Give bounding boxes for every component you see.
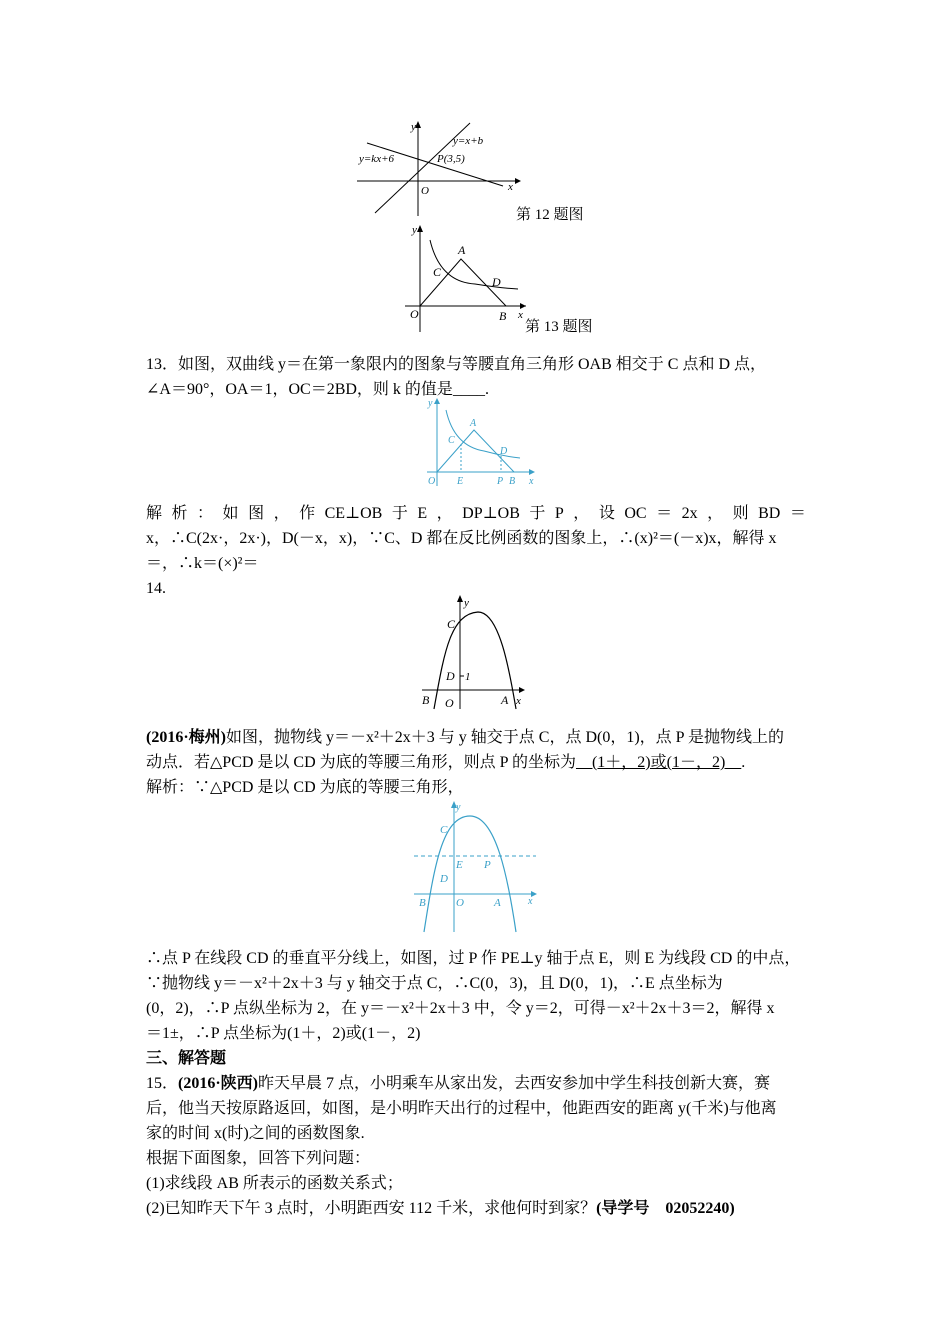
fig14-b-label: B — [422, 693, 430, 707]
fig14b-a-label: A — [494, 897, 501, 909]
fig12-point-label: P(3,5) — [437, 153, 465, 165]
q15-guide-number: (导学号 02052240) — [596, 1200, 735, 1217]
fig14-y-label: y — [464, 597, 469, 609]
fig12-origin-label: O — [421, 185, 429, 197]
fig13-caption: 第 13 题图 — [525, 319, 593, 335]
fig13-origin-label: O — [410, 307, 419, 321]
fig13-x-label: x — [518, 309, 523, 321]
fig14b-c-label: C — [440, 824, 448, 836]
fig14b-origin-label: O — [456, 897, 464, 909]
sol14-line3: (0，2)，∴P 点纵坐标为 2，在 y＝－x²＋2x＋3 中，令 y＝2，可得－x²＋2x＋3＝2，解得 x — [146, 1000, 775, 1017]
fig13-a-label: A — [458, 243, 466, 257]
q15-line1: 15．(2016·陕西)昨天早晨 7 点，小明乘车从家出发，去西安参加中学生科技创新大赛，赛 — [146, 1075, 771, 1092]
fig14-one-label: 1 — [465, 671, 471, 683]
figure-13-solution — [422, 396, 540, 488]
q14-number: 14. — [146, 580, 166, 597]
fig14-c-label: C — [447, 617, 456, 631]
solution-13 — [146, 501, 806, 576]
fig12-x-label: x — [508, 181, 513, 193]
q15-line6: (2)已知昨天下午 3 点时，小明距西安 112 千米，求他何时到家？(导学号 02052240) — [146, 1200, 735, 1217]
sol14-line1: ∴点 P 在线段 CD 的垂直平分线上，如图，过 P 作 PE⊥y 轴于点 E，则 E 为线段 CD 的中点， — [146, 950, 801, 967]
figure-14 — [420, 594, 532, 712]
fig14-x-label: x — [516, 695, 521, 707]
fig13b-e-label: E — [457, 476, 464, 487]
fig13b-d-label: D — [500, 446, 508, 457]
fig13b-c-label: C — [448, 435, 455, 446]
fig13b-x-label: x — [529, 476, 534, 487]
fig14-a-label: A — [501, 693, 509, 707]
fig14b-b-label: B — [419, 897, 426, 909]
fig13b-y-label: y — [428, 398, 433, 409]
q15-line4: 根据下面图象，回答下列问题： — [146, 1150, 371, 1167]
fig14b-e-label: E — [456, 859, 463, 871]
figure-14-solution — [410, 798, 540, 934]
question-13 — [146, 352, 806, 402]
fig12-y-label: y — [411, 121, 416, 133]
fig13-c-label: C — [433, 265, 442, 279]
fig13b-origin-label: O — [428, 476, 436, 487]
fig14b-x-label: x — [528, 896, 533, 907]
q13-answer-blank: ____ — [452, 381, 485, 398]
sol13-line2: x，∴C(2x·，2x·)，D(－x，x)，∵C、D 都在反比例函数的图象上，∴(x)²＝(－x)x，解得 x — [146, 530, 777, 547]
fig14-origin-label: O — [445, 696, 454, 710]
sol13-line3: ＝，∴k＝(×)²＝ — [146, 555, 259, 572]
fig14b-d-label: D — [440, 873, 448, 885]
fig14b-p-label: P — [484, 859, 491, 871]
sol13-line1: 解 析 ： 如 图 ， 作 CE⊥OB 于 E ， DP⊥OB 于 P ， 设 OC ＝ 2x ， 则 BD ＝ — [146, 505, 806, 522]
fig12-caption: 第 12 题图 — [516, 207, 584, 223]
solution-14 — [146, 946, 806, 1071]
q13-line1: 13．如图，双曲线 y＝在第一象限内的图象与等腰直角三角形 OAB 相交于 C 点和 D 点， — [146, 356, 767, 373]
fig12-line2-label: y=kx+6 — [359, 153, 394, 165]
fig13b-a-label: A — [470, 418, 477, 429]
figure-13 — [400, 222, 530, 334]
fig14b-y-label: y — [456, 802, 461, 813]
fig13-b-label: B — [499, 309, 507, 323]
fig13b-b-label: B — [509, 476, 516, 487]
section-3-title: 三、解答题 — [146, 1050, 227, 1067]
figure-12 — [355, 118, 525, 218]
fig12-line1-label: y=x+b — [453, 135, 484, 147]
sol14-line4: ＝1±，∴P 点坐标为(1＋，2)或(1－，2) — [146, 1025, 421, 1042]
q15-line5: (1)求线段 AB 所表示的函数关系式； — [146, 1175, 403, 1192]
q15-line2: 后，他当天按原路返回，如图，是小明昨天出行的过程中，他距西安的距离 y(千米)与他离 — [146, 1100, 777, 1117]
question-15 — [146, 1071, 806, 1221]
q14-line1: (2016·梅州)如图，抛物线 y＝－x²＋2x＋3 与 y 轴交于点 C，点 D(0，1)，点 P 是抛物线上的 — [146, 729, 784, 746]
q15-line3: 家的时间 x(时)之间的函数图象. — [146, 1125, 365, 1142]
question-14 — [146, 725, 806, 800]
q14-line2: 动点．若△PCD 是以 CD 为底的等腰三角形，则点 P 的坐标为 (1＋，2)或(1－，2) . — [146, 754, 746, 771]
fig13-d-label: D — [492, 275, 501, 289]
q13-line2: ∠A＝90°，OA＝1，OC＝2BD，则 k 的值是____. — [146, 381, 489, 398]
q14-answer: (1＋，2)或(1－，2) — [575, 754, 742, 771]
sol14-line2: ∵抛物线 y＝－x²＋2x＋3 与 y 轴交于点 C，∴C(0，3)，且 D(0，1)，∴E 点坐标为 — [146, 975, 723, 992]
q14-line3: 解析：∵△PCD 是以 CD 为底的等腰三角形， — [146, 779, 464, 796]
fig13b-p-label: P — [497, 476, 504, 487]
fig13-y-label: y — [412, 224, 417, 236]
fig14-d-label: D — [446, 669, 455, 683]
